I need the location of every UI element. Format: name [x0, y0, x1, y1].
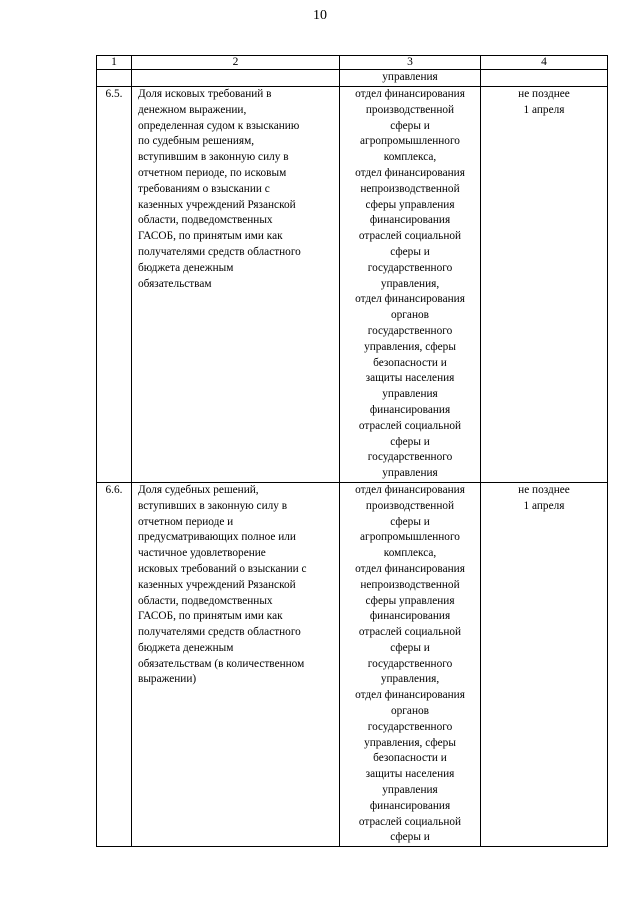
description-line: казенных учреждений Рязанской — [138, 578, 296, 591]
responsible-line: производственной — [365, 103, 455, 116]
deadline-line: не позднее — [518, 483, 570, 496]
responsible-line: управления, — [380, 277, 440, 290]
description-line: ГАСОБ, по принятым ими как — [138, 230, 283, 243]
responsible-department — [340, 482, 481, 846]
responsible-line: управления — [382, 784, 438, 797]
responsible-line: отдел финансирования — [355, 293, 465, 306]
indicator-description — [132, 482, 340, 846]
continuation-cell-3: управления — [340, 70, 481, 87]
responsible-line: непроизводственной — [360, 578, 460, 591]
responsible-line: государственного — [367, 720, 453, 733]
responsible-line: управления, сферы — [364, 736, 456, 749]
responsible-line: финансирования — [369, 799, 451, 812]
description-line: по судебным решениям, — [138, 135, 255, 148]
continuation-cell-1 — [97, 70, 132, 87]
responsible-line: агропромышленного — [360, 531, 460, 544]
responsible-line: комплекса, — [383, 547, 437, 560]
responsible-line: сферы и — [390, 245, 430, 258]
responsible-line: сферы и — [390, 831, 430, 844]
responsible-line: отдел финансирования — [355, 88, 465, 100]
responsible-line: агропромышленного — [360, 135, 460, 148]
description-line: вступивших в законную силу в — [138, 499, 288, 512]
description-line: частичное удовлетворение — [138, 547, 266, 560]
description-line: денежном выражении, — [138, 103, 247, 116]
description-line: казенных учреждений Рязанской — [138, 198, 296, 211]
responsible-line: безопасности и — [373, 356, 447, 369]
deadline — [481, 482, 608, 846]
responsible-line: управления, сферы — [364, 340, 456, 353]
responsible-line: отдел финансирования — [355, 689, 465, 702]
description-line: получателями средств областного — [138, 626, 301, 639]
responsible-line: управления — [382, 388, 438, 401]
responsible-line: сферы управления — [365, 198, 455, 211]
description-line: Доля исковых требований в — [138, 88, 272, 100]
responsible-line: отраслей социальной — [358, 626, 462, 639]
responsible-line: финансирования — [369, 403, 451, 416]
description-line: выражении) — [138, 673, 197, 686]
description-line: области, подведомственных — [138, 214, 273, 227]
responsible-line: отраслей социальной — [358, 815, 462, 828]
description-line: отчетном периоде и — [138, 515, 234, 528]
responsible-line: сферы и — [390, 515, 430, 528]
description-line: определенная судом к взысканию — [138, 119, 300, 132]
description-line: области, подведомственных — [138, 594, 273, 607]
row-number: 6.5. — [97, 87, 132, 483]
description-line: вступившим в законную силу в — [138, 151, 289, 164]
row-number: 6.6. — [97, 482, 132, 846]
deadline-line: 1 апреля — [523, 103, 565, 116]
responsible-line: отдел финансирования — [355, 483, 465, 496]
description-line: требованиям о взыскании с — [138, 182, 270, 195]
responsible-line: финансирования — [369, 214, 451, 227]
description-line: предусматривающих полное или — [138, 531, 296, 544]
responsible-department — [340, 87, 481, 483]
responsible-line: непроизводственной — [360, 182, 460, 195]
responsible-line: органов — [391, 309, 429, 322]
description-line: исковых требований о взыскании с — [138, 562, 307, 575]
responsible-line: защиты населения — [365, 768, 455, 781]
continuation-row — [97, 70, 608, 87]
deadline-line: 1 апреля — [523, 499, 565, 512]
header-cell-1: 1 — [97, 56, 132, 70]
description-line: отчетном периоде, по исковым — [138, 166, 287, 179]
deadline — [481, 87, 608, 483]
table-row — [97, 482, 608, 846]
responsible-line: отраслей социальной — [358, 419, 462, 432]
responsible-line: сферы и — [390, 641, 430, 654]
description-line: бюджета денежным — [138, 261, 234, 274]
responsible-line: сферы и — [390, 435, 430, 448]
description-line: получателями средств областного — [138, 245, 301, 258]
description-line: обязательствам — [138, 277, 212, 290]
responsible-line: государственного — [367, 657, 453, 670]
responsible-line: государственного — [367, 324, 453, 337]
responsible-line: защиты населения — [365, 372, 455, 385]
responsible-line: безопасности и — [373, 752, 447, 765]
description-line: обязательствам (в количественном — [138, 657, 305, 670]
responsible-line: производственной — [365, 499, 455, 512]
indicator-description — [132, 87, 340, 483]
responsible-line: отраслей социальной — [358, 230, 462, 243]
header-cell-4: 4 — [481, 56, 608, 70]
responsible-line: финансирования — [369, 610, 451, 623]
header-cell-2: 2 — [132, 56, 340, 70]
responsible-line: органов — [391, 705, 429, 718]
description-line: Доля судебных решений, — [138, 483, 259, 496]
responsible-line: отдел финансирования — [355, 166, 465, 179]
responsible-line: комплекса, — [383, 151, 437, 164]
table-row — [97, 87, 608, 483]
responsible-line: сферы и — [390, 119, 430, 132]
responsible-line: управления — [382, 467, 438, 480]
responsible-line: государственного — [367, 261, 453, 274]
deadline-line: не позднее — [518, 88, 570, 100]
continuation-cell-4 — [481, 70, 608, 87]
description-line: ГАСОБ, по принятым ими как — [138, 610, 283, 623]
responsible-line: отдел финансирования — [355, 562, 465, 575]
responsible-line: сферы управления — [365, 594, 455, 607]
continuation-cell-2 — [132, 70, 340, 87]
header-cell-3: 3 — [340, 56, 481, 70]
document-table — [96, 55, 608, 847]
table-header-row — [97, 56, 608, 70]
page-number: 10 — [313, 8, 327, 23]
responsible-line: государственного — [367, 451, 453, 464]
responsible-line: управления, — [380, 673, 440, 686]
description-line: бюджета денежным — [138, 641, 234, 654]
